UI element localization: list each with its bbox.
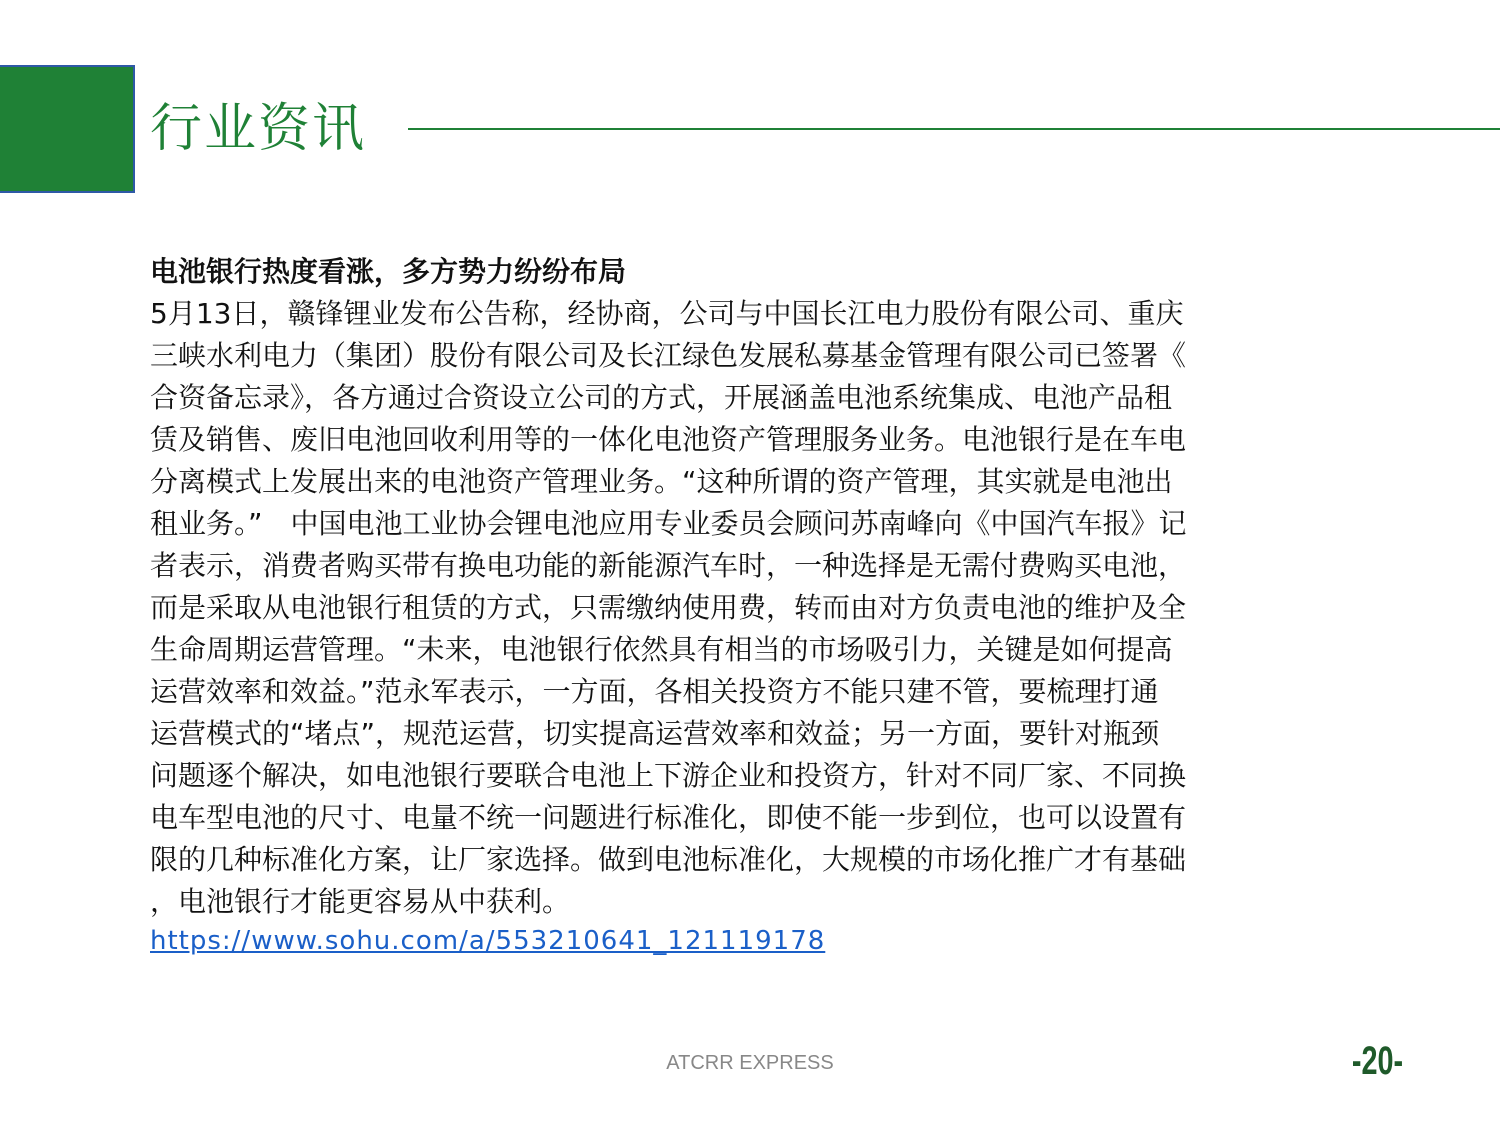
article-line: 赁及销售、废旧电池回收利用等的一体化电池资产管理服务业务。电池银行是在车电 <box>150 423 1187 456</box>
article-line: 5月13日，赣锋锂业发布公告称，经协商，公司与中国长江电力股份有限公司、重庆 <box>150 297 1184 330</box>
title-divider <box>408 128 1500 130</box>
article <box>150 251 1380 959</box>
article-line: 生命周期运营管理。“未来，电池银行依然具有相当的市场吸引力，关键是如何提高 <box>150 633 1173 666</box>
article-line: 合资备忘录》，各方通过合资设立公司的方式，开展涵盖电池系统集成、电池产品租 <box>150 381 1173 414</box>
header-accent-block <box>0 65 135 193</box>
section-title: 行业资讯 <box>150 99 367 159</box>
article-line: 问题逐个解决，如电池银行要联合电池上下游企业和投资方，针对不同厂家、不同换 <box>150 759 1187 792</box>
article-body <box>150 293 1380 923</box>
article-line: ，电池银行才能更容易从中获利。 <box>150 885 571 918</box>
article-line: 者表示，消费者购买带有换电功能的新能源汽车时，一种选择是无需付费购买电池， <box>150 549 1187 582</box>
article-line: 分离模式上发展出来的电池资产管理业务。“这种所谓的资产管理，其实就是电池出 <box>150 465 1173 498</box>
article-line: 租业务。” 中国电池工业协会锂电池应用专业委员会顾问苏南峰向《中国汽车报》记 <box>150 507 1187 540</box>
article-line: 运营模式的“堵点”，规范运营，切实提高运营效率和效益；另一方面，要针对瓶颈 <box>150 717 1160 750</box>
page-number: -20- <box>1351 1039 1404 1083</box>
article-line: 限的几种标准化方案，让厂家选择。做到电池标准化，大规模的市场化推广才有基础 <box>150 843 1187 876</box>
article-line: 电车型电池的尺寸、电量不统一问题进行标准化，即使不能一步到位，也可以设置有 <box>150 801 1187 834</box>
article-line: 运营效率和效益。”范永军表示，一方面，各相关投资方不能只建不管，要梳理打通 <box>150 675 1159 708</box>
source-link[interactable]: https://www.sohu.com/a/553210641_121119178 <box>150 926 826 956</box>
footer-brand: ATCRR EXPRESS <box>666 1052 834 1074</box>
article-line: 三峡水利电力（集团）股份有限公司及长江绿色发展私募基金管理有限公司已签署《 <box>150 339 1187 372</box>
article-line: 而是采取从电池银行租赁的方式，只需缴纳使用费，转而由对方负责电池的维护及全 <box>150 591 1187 624</box>
article-title: 电池银行热度看涨，多方势力纷纷布局 <box>150 255 627 288</box>
